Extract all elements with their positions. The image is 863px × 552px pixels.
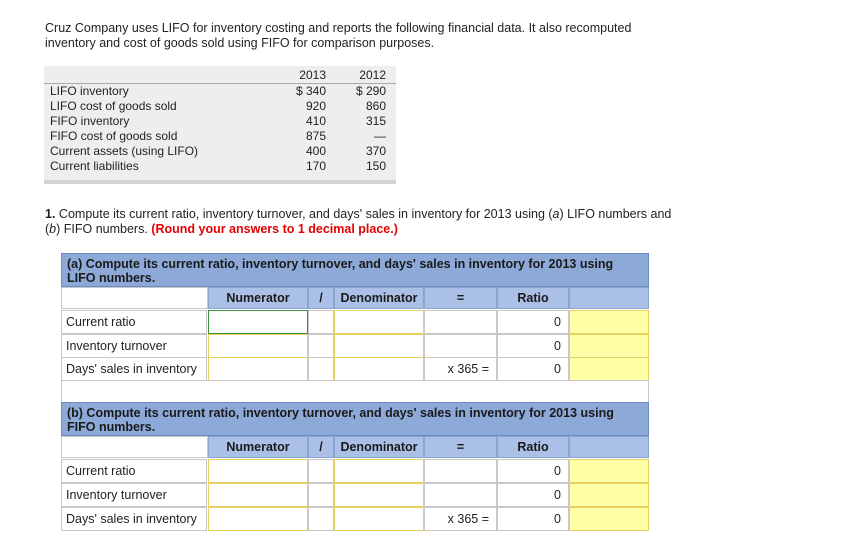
times-365-label: x 365 = bbox=[424, 357, 497, 381]
row-label: FIFO inventory bbox=[50, 114, 130, 128]
part-b-days-sales-numerator-input[interactable] bbox=[208, 507, 308, 531]
value-2013: 170 bbox=[305, 159, 326, 173]
question-part: ) LIFO numbers and ( bbox=[45, 207, 672, 236]
equals-header: = bbox=[424, 287, 497, 309]
numerator-header: Numerator bbox=[208, 436, 308, 458]
answer-highlight-cell bbox=[569, 310, 649, 334]
value-2012: — bbox=[374, 129, 386, 143]
times-365-label: x 365 = bbox=[424, 507, 497, 531]
part-a-days-sales-denominator-input[interactable] bbox=[334, 357, 424, 381]
row-label: LIFO cost of goods sold bbox=[50, 99, 177, 113]
part-a-title: (a) Compute its current ratio, inventory turnover, and days' sales in inventory for 2013 using LIFO numbers. bbox=[61, 253, 649, 287]
header-spacer-right bbox=[569, 436, 649, 458]
slash-cell bbox=[308, 507, 334, 531]
value-2013: 920 bbox=[305, 99, 326, 113]
slash-cell bbox=[308, 483, 334, 507]
value-2013: $ 340 bbox=[295, 84, 326, 98]
row-label: FIFO cost of goods sold bbox=[50, 129, 178, 143]
value-2012: 315 bbox=[365, 114, 386, 128]
part-b-current-ratio-denominator-input[interactable] bbox=[334, 459, 424, 483]
slash-cell bbox=[308, 357, 334, 381]
value-2013: 410 bbox=[305, 114, 326, 128]
year-2012-header: 2012 bbox=[359, 68, 386, 82]
question-part: Compute its current ratio, inventory turnover, and days' sales in inventory for 2013 using ( bbox=[58, 207, 553, 221]
part-b-row-label: Days' sales in inventory bbox=[61, 507, 207, 531]
part-a-current-ratio-numerator-input[interactable] bbox=[208, 310, 308, 334]
part-a-current-ratio-denominator-input[interactable] bbox=[334, 310, 424, 334]
part-a-row-label: Inventory turnover bbox=[61, 334, 207, 358]
answer-highlight-cell bbox=[569, 459, 649, 483]
part-a-inventory-turnover-numerator-input[interactable] bbox=[208, 334, 308, 358]
answer-highlight-cell bbox=[569, 357, 649, 381]
rounding-note: (Round your answers to 1 decimal place.) bbox=[151, 222, 398, 236]
part-a-current-ratio-result: 0 bbox=[497, 310, 569, 334]
value-2013: 400 bbox=[305, 144, 326, 158]
answer-highlight-cell bbox=[569, 507, 649, 531]
row-label: Current liabilities bbox=[50, 159, 139, 173]
numerator-header: Numerator bbox=[208, 287, 308, 309]
value-2012: $ 290 bbox=[355, 84, 386, 98]
slash-header: / bbox=[308, 287, 334, 309]
part-b-inventory-turnover-numerator-input[interactable] bbox=[208, 483, 308, 507]
row-label: Current assets (using LIFO) bbox=[50, 144, 199, 158]
mult-cell bbox=[424, 310, 497, 334]
part-a-inventory-turnover-denominator-input[interactable] bbox=[334, 334, 424, 358]
mult-cell bbox=[424, 483, 497, 507]
value-2012: 370 bbox=[365, 144, 386, 158]
ratio-header: Ratio bbox=[497, 436, 569, 458]
slash-cell bbox=[308, 334, 334, 358]
answer-highlight-cell bbox=[569, 483, 649, 507]
part-a-days-sales-result: 0 bbox=[497, 357, 569, 381]
part-a-inventory-turnover-result: 0 bbox=[497, 334, 569, 358]
question-part: ) FIFO numbers. bbox=[56, 222, 148, 236]
row-label: LIFO inventory bbox=[50, 84, 129, 98]
part-b-current-ratio-numerator-input[interactable] bbox=[208, 459, 308, 483]
mult-cell bbox=[424, 334, 497, 358]
question-text bbox=[45, 207, 685, 237]
financial-data-table bbox=[44, 66, 396, 184]
part-b-inventory-turnover-result: 0 bbox=[497, 483, 569, 507]
answer-highlight-cell bbox=[569, 334, 649, 358]
question-number: 1. bbox=[45, 207, 56, 221]
question-letter-b: b bbox=[49, 222, 57, 236]
intro-text: Cruz Company uses LIFO for inventory costing and reports the following financial data. It also recomputed inventory and cost of goods sold using FIFO for comparison purposes. bbox=[45, 21, 632, 50]
value-2012: 150 bbox=[365, 159, 386, 173]
part-b-row-label: Inventory turnover bbox=[61, 483, 207, 507]
header-spacer bbox=[61, 436, 208, 458]
mult-cell bbox=[424, 459, 497, 483]
slash-cell bbox=[308, 310, 334, 334]
value-2013: 875 bbox=[305, 129, 326, 143]
equals-header: = bbox=[424, 436, 497, 458]
header-spacer-right bbox=[569, 287, 649, 309]
part-b-days-sales-result: 0 bbox=[497, 507, 569, 531]
part-b-inventory-turnover-denominator-input[interactable] bbox=[334, 483, 424, 507]
slash-cell bbox=[308, 459, 334, 483]
part-a-row-label: Current ratio bbox=[61, 310, 207, 334]
slash-header: / bbox=[308, 436, 334, 458]
question-letter-a: a bbox=[552, 207, 560, 221]
header-spacer bbox=[61, 287, 208, 309]
part-b-current-ratio-result: 0 bbox=[497, 459, 569, 483]
section-gap bbox=[61, 380, 649, 404]
part-b-days-sales-denominator-input[interactable] bbox=[334, 507, 424, 531]
value-2012: 860 bbox=[365, 99, 386, 113]
denominator-header: Denominator bbox=[334, 436, 424, 458]
part-a-row-label: Days' sales in inventory bbox=[61, 357, 207, 381]
part-b-row-label: Current ratio bbox=[61, 459, 207, 483]
part-a-days-sales-numerator-input[interactable] bbox=[208, 357, 308, 381]
year-2013-header: 2013 bbox=[299, 68, 326, 82]
denominator-header: Denominator bbox=[334, 287, 424, 309]
part-b-title: (b) Compute its current ratio, inventory turnover, and days' sales in inventory for 2013 using FIFO numbers. bbox=[61, 402, 649, 436]
ratio-header: Ratio bbox=[497, 287, 569, 309]
